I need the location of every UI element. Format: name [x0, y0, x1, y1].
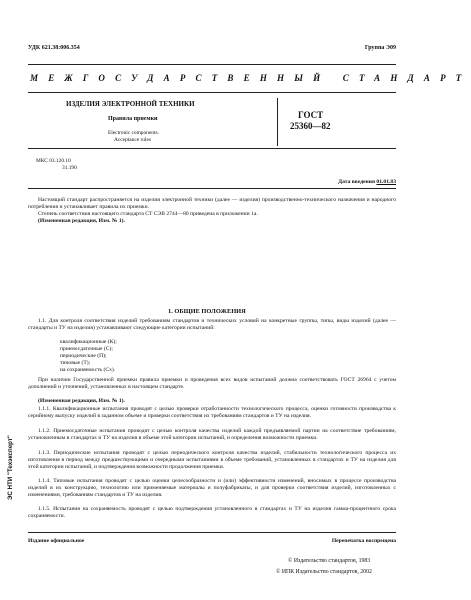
document-subtitle: Правила приемки	[108, 116, 158, 122]
title-bottom-rule	[28, 148, 396, 149]
gost-label: ГОСТ	[298, 110, 324, 120]
intro-paragraph: Настоящий стандарт распространяется на изделия электронной техники (далее — изделия) производственно-технического назначения и народного потребления и устанавливает правила их приемки.	[28, 197, 396, 210]
category-item: типовые (Т);	[60, 360, 91, 366]
section-heading: 1. ОБЩИЕ ПОЛОЖЕНИЯ	[168, 308, 246, 315]
side-stamp: ЭС НТИ "Техэксперт"	[7, 435, 14, 500]
category-item: квалификационные (К);	[60, 339, 117, 345]
section-revision-note: (Измененная редакция, Изм. № 1).	[38, 398, 125, 404]
introduction-date-label: Дата введения	[338, 179, 376, 185]
title-vertical-rule	[277, 98, 278, 146]
copyright-1983: © Издательство стандартов, 1983	[288, 558, 371, 564]
official-edition-label: Издание официальное	[28, 538, 85, 544]
introduction-date-value: 01.01.83	[376, 179, 396, 185]
top-rule	[28, 64, 396, 65]
clause-1-1-1: 1.1.1. Квалификационные испытания проводят с целью проверки отработанности технологического процесса, оценки готовности производства к серийному выпуску изделий в заданном объеме и проверки соответствия их требованиям стандартов и ТУ на изделия.	[28, 406, 396, 419]
category-item: приемосдаточные (С);	[60, 346, 113, 352]
clause-1-1-3: 1.1.3. Периодические испытания проводят с целью периодического контроля качества изделий, стабильности технологического процесса их изготовления в период между предшествующими и очередными испытаниями в объеме требований, установленных в стандартах и ТУ на изделия для этой категории испытаний, и подтверждения возможности продолжения приемки.	[28, 450, 396, 470]
intro-compliance: Степень соответствия настоящего стандарта СТ СЭВ 2744—80 приведена в приложении 1а.	[38, 211, 258, 217]
intro-revision-note: (Измененная редакция, Изм. № 1).	[38, 218, 125, 224]
document-title: ИЗДЕЛИЯ ЭЛЕКТРОННОЙ ТЕХНИКИ	[66, 100, 195, 108]
category-item: на сохраняемость (Cх).	[60, 367, 116, 373]
group-code: Группа Э09	[364, 45, 396, 51]
top-rule-2	[28, 92, 396, 93]
mks-code	[36, 158, 77, 171]
english-title-line2: Acceptance rules	[114, 137, 151, 143]
udk-code: УДК 621.38:006.354	[28, 45, 80, 51]
english-title-line1: Electronic components.	[108, 130, 159, 136]
date-rule	[28, 188, 396, 189]
clause-1-1: 1.1. Для контроля соответствия изделий требованиям стандартов и технических условий на конкретные группы, типы, виды изделий (далее — стандарты и ТУ на изделия) устанавливают следующие категории испытаний:	[28, 318, 396, 331]
gost-number: 25360—82	[290, 121, 331, 131]
copyright-2002: © ИПК Издательство стандартов, 2002	[276, 569, 372, 575]
category-item: периодические (П);	[60, 353, 107, 359]
introduction-date	[338, 179, 396, 185]
footer-rule	[28, 532, 396, 533]
clause-1-1-2: 1.1.2. Приемосдаточные испытания проводят с целью контроля качества изделий каждой предъявляемой партии на соответствие требованиям, установленным в стандартах и ТУ на изделия в объеме этой категории испытаний, и определения возможности приемки.	[28, 428, 396, 441]
mks-line1: МКС 03.120.10	[36, 158, 71, 164]
reprint-prohibited-label: Перепечатка воспрещена	[331, 538, 396, 544]
gost-designation	[290, 110, 331, 132]
clause-1-1-5: 1.1.5. Испытания на сохраняемость проводят с целью подтверждения установленного в стандартах и ТУ на изделия гамма-процентного срока сохраняемости.	[28, 506, 396, 519]
mks-line2: 31.190	[62, 164, 77, 171]
clause-1-1-4: 1.1.4. Типовые испытания проводят с целью оценки целесообразности и (или) эффективности изменений, вносимых в процессе производства изделий в их конструкцию, технологию или применяемые материалы и полуфабрикаты, и для проверки соответствия изделий, изготовленных с изменениями, требованиям стандартов и ТУ на изделия.	[28, 478, 396, 498]
state-acceptance-paragraph: При наличии Государственной приемки правила приемки и проведения всех видов испытаний должна соответствовать ГОСТ 26964 с учетом дополнений и уточнений, установленных в настоящем стандарте.	[28, 377, 396, 390]
standard-type-heading: МЕЖГОСУДАРСТВЕННЫЙ СТАНДАРТ	[30, 73, 471, 83]
